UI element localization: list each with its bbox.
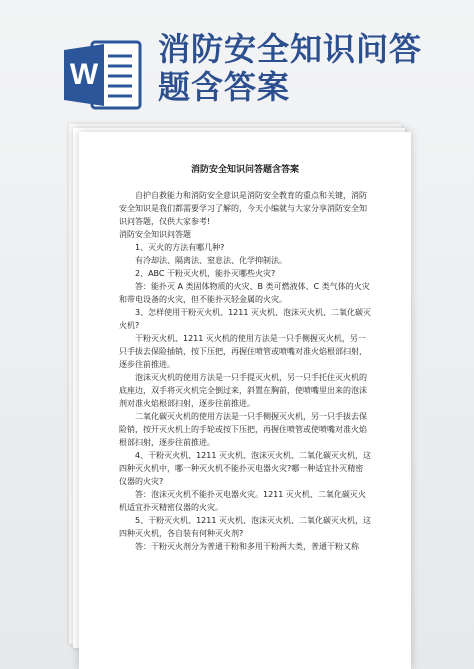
document-body (119, 162, 371, 553)
paragraph: 答：干粉灭火剂分为普通干粉和多用干粉两大类，普通干粉又称 (135, 542, 359, 551)
paragraph: 消防安全知识问答题 (119, 230, 191, 239)
paragraph: 答：泡沫灭火机不能扑灭电器火灾。1211 灭火机、二氧化碳灭火机适宜扑灭精密仪器的火灾。 (119, 490, 366, 512)
logo-letter: W (69, 58, 99, 91)
document-page (79, 132, 411, 669)
paragraph: 2、ABC 干粉灭火机，能扑灭哪些火灾? (135, 269, 276, 278)
paragraph: 3、怎样使用干粉灭火机、1211 灭火机、泡沫灭火机、二氧化碳灭火机? (119, 308, 371, 330)
title-line-2: 题含答案 (158, 68, 291, 106)
page-title (158, 30, 422, 106)
title-line-1: 消防安全知识问答 (158, 30, 423, 68)
paragraph: 干粉灭火机、1211 灭火机的使用方法是一只手侧握灭火机，另一只手拔去保险插销，按下压把，再握住喷管或喷嘴对准火焰根部扫射，逐步往前推进。 (119, 334, 367, 369)
document-title: 消防安全知识问答题含答案 (190, 165, 299, 175)
paragraph: 二氧化碳灭火机的使用方法是一只手侧握灭火机，另一只手拔去保险销，按开灭火机上的手轮或按下压把，再握住喷管或使喷嘴对准火焰根部扫射，逐步往前推进。 (119, 412, 367, 447)
paragraph: 1、灭火的方法有哪几种? (135, 243, 225, 252)
paragraph: 自护自救能力和消防安全意识是消防安全教育的重点和关键，消防安全知识是我们都需要学习了解的，今天小编就与大家分享消防安全知识问答题，仅供大家参考! (119, 191, 367, 226)
paragraph: 泡沫灭火机的使用方法是一只手提灭火机，另一只手托住灭火机的底座边，双手将灭火机完全倒过来，斜置在胸前，使喷嘴里出来的泡沫剂对准火焰根部扫射，逐步往前推进。 (119, 373, 367, 408)
paragraph: 4、干粉灭火机、1211 灭火机、泡沫灭火机、二氧化碳灭火机，这四种灭火机中，哪一种灭火机不能扑灭电器火灾?哪一种适宜扑灭精密仪器的火灾? (119, 451, 371, 486)
word-document-icon (62, 38, 144, 112)
paragraph: 有冷却法、隔离法、窒息法、化学抑制法。 (135, 256, 287, 265)
paragraph-list (119, 189, 371, 553)
header-banner (0, 0, 474, 118)
paragraph: 答：能扑灭 A 类固体物质的火灾、B 类可燃液体、C 类气体的火灾和带电设备的火灾，但不能扑灭轻金属的火灾。 (119, 282, 370, 304)
paragraph: 5、干粉灭火机、1211 灭火机、泡沫灭火机、二氧化碳灭火机，这四种灭火机，各自装有何种灭火剂? (119, 516, 371, 538)
